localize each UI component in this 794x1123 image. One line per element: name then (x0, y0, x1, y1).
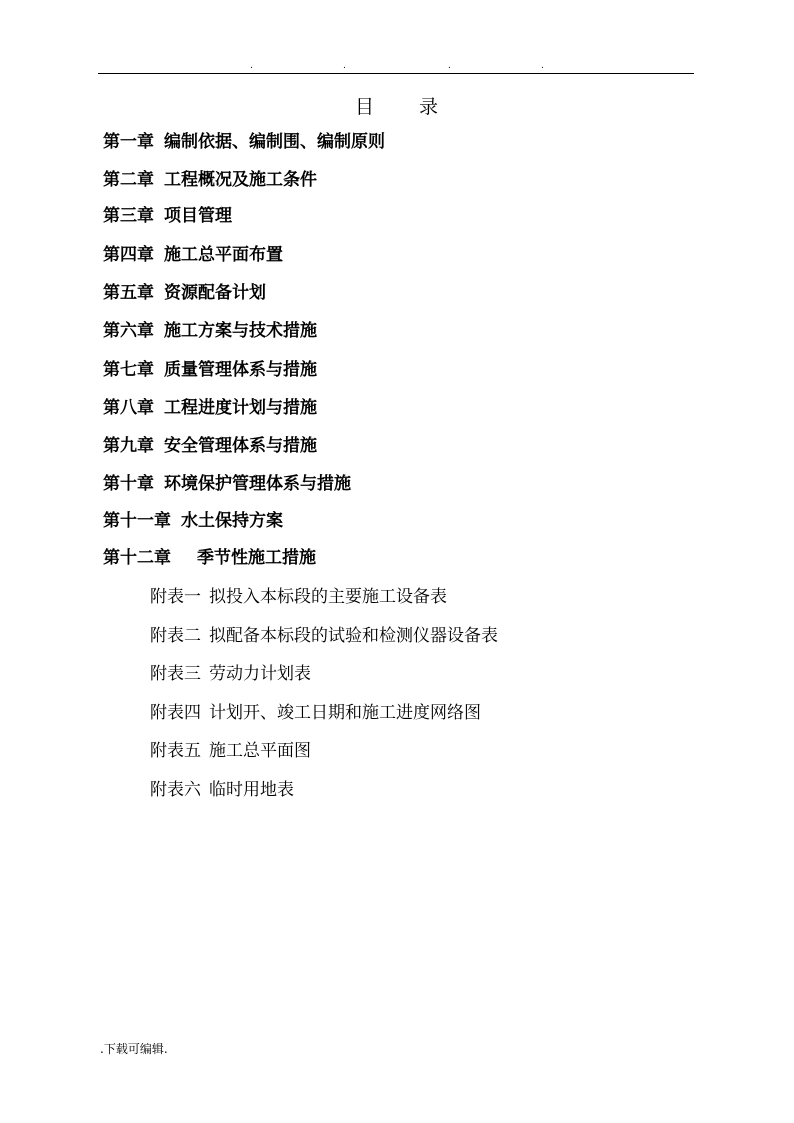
header-dot: . (250, 61, 253, 71)
appendix-title: 拟配备本标段的试验和检测仪器设备表 (209, 626, 498, 646)
toc-chapter-11[interactable] (103, 510, 283, 532)
toc-appendix-1[interactable] (150, 586, 447, 608)
page-footer: .下载可编辑. (100, 1042, 168, 1056)
toc-chapter-9[interactable] (103, 435, 317, 457)
chapter-title: 安全管理体系与措施 (164, 436, 317, 456)
toc-chapter-1[interactable] (103, 131, 385, 153)
toc-appendix-4[interactable] (150, 702, 481, 724)
chapter-title: 质量管理体系与措施 (164, 360, 317, 380)
toc-appendix-3[interactable] (150, 663, 311, 685)
toc-chapter-10[interactable] (103, 473, 351, 495)
toc-chapter-5[interactable] (103, 282, 266, 304)
toc-appendix-5[interactable] (150, 740, 311, 762)
header-rule (98, 73, 694, 74)
appendix-title: 临时用地表 (209, 780, 294, 800)
appendix-number: 附表三 (150, 664, 201, 684)
chapter-number: 第八章 (103, 398, 154, 418)
chapter-title: 工程进度计划与措施 (164, 398, 317, 418)
appendix-number: 附表五 (150, 741, 201, 761)
toc-chapter-7[interactable] (103, 359, 317, 381)
chapter-title: 资源配备计划 (164, 283, 266, 303)
appendix-number: 附表四 (150, 703, 201, 723)
appendix-title: 计划开、竣工日期和施工进度网络图 (209, 703, 481, 723)
chapter-number: 第五章 (103, 283, 154, 303)
chapter-title: 编制依据、编制围、编制原则 (164, 132, 385, 152)
chapter-number: 第十一章 (103, 511, 171, 531)
chapter-number: 第七章 (103, 360, 154, 380)
toc-chapter-3[interactable] (103, 205, 232, 227)
appendix-title: 施工总平面图 (209, 741, 311, 761)
chapter-title: 施工方案与技术措施 (164, 321, 317, 341)
chapter-number: 第二章 (103, 170, 154, 190)
appendix-title: 拟投入本标段的主要施工设备表 (209, 587, 447, 607)
chapter-number: 第一章 (103, 132, 154, 152)
chapter-number: 第四章 (103, 245, 154, 265)
toc-title-part1: 目 (354, 96, 375, 118)
chapter-number: 第三章 (103, 206, 154, 226)
toc-appendix-2[interactable] (150, 625, 498, 647)
toc-title-part2: 录 (419, 96, 440, 118)
appendix-number: 附表一 (150, 587, 201, 607)
chapter-title: 施工总平面布置 (164, 245, 283, 265)
header-dot: . (541, 61, 544, 71)
toc-chapter-12[interactable] (103, 547, 316, 569)
appendix-number: 附表二 (150, 626, 201, 646)
chapter-title: 工程概况及施工条件 (164, 170, 317, 190)
appendix-title: 劳动力计划表 (209, 664, 311, 684)
toc-appendix-6[interactable] (150, 779, 294, 801)
chapter-title: 环境保护管理体系与措施 (164, 474, 351, 494)
appendix-number: 附表六 (150, 780, 201, 800)
chapter-title: 项目管理 (164, 206, 232, 226)
chapter-number: 第九章 (103, 436, 154, 456)
header-dot: . (448, 61, 451, 71)
toc-chapter-2[interactable] (103, 169, 317, 191)
toc-title (0, 92, 794, 119)
chapter-number: 第十章 (103, 474, 154, 494)
chapter-number: 第六章 (103, 321, 154, 341)
chapter-number: 第十二章 (103, 548, 171, 568)
toc-chapter-4[interactable] (103, 244, 283, 266)
chapter-title: 季节性施工措施 (197, 548, 316, 568)
chapter-title: 水土保持方案 (181, 511, 283, 531)
toc-chapter-8[interactable] (103, 397, 317, 419)
header-dot: . (343, 61, 346, 71)
toc-chapter-6[interactable] (103, 320, 317, 342)
